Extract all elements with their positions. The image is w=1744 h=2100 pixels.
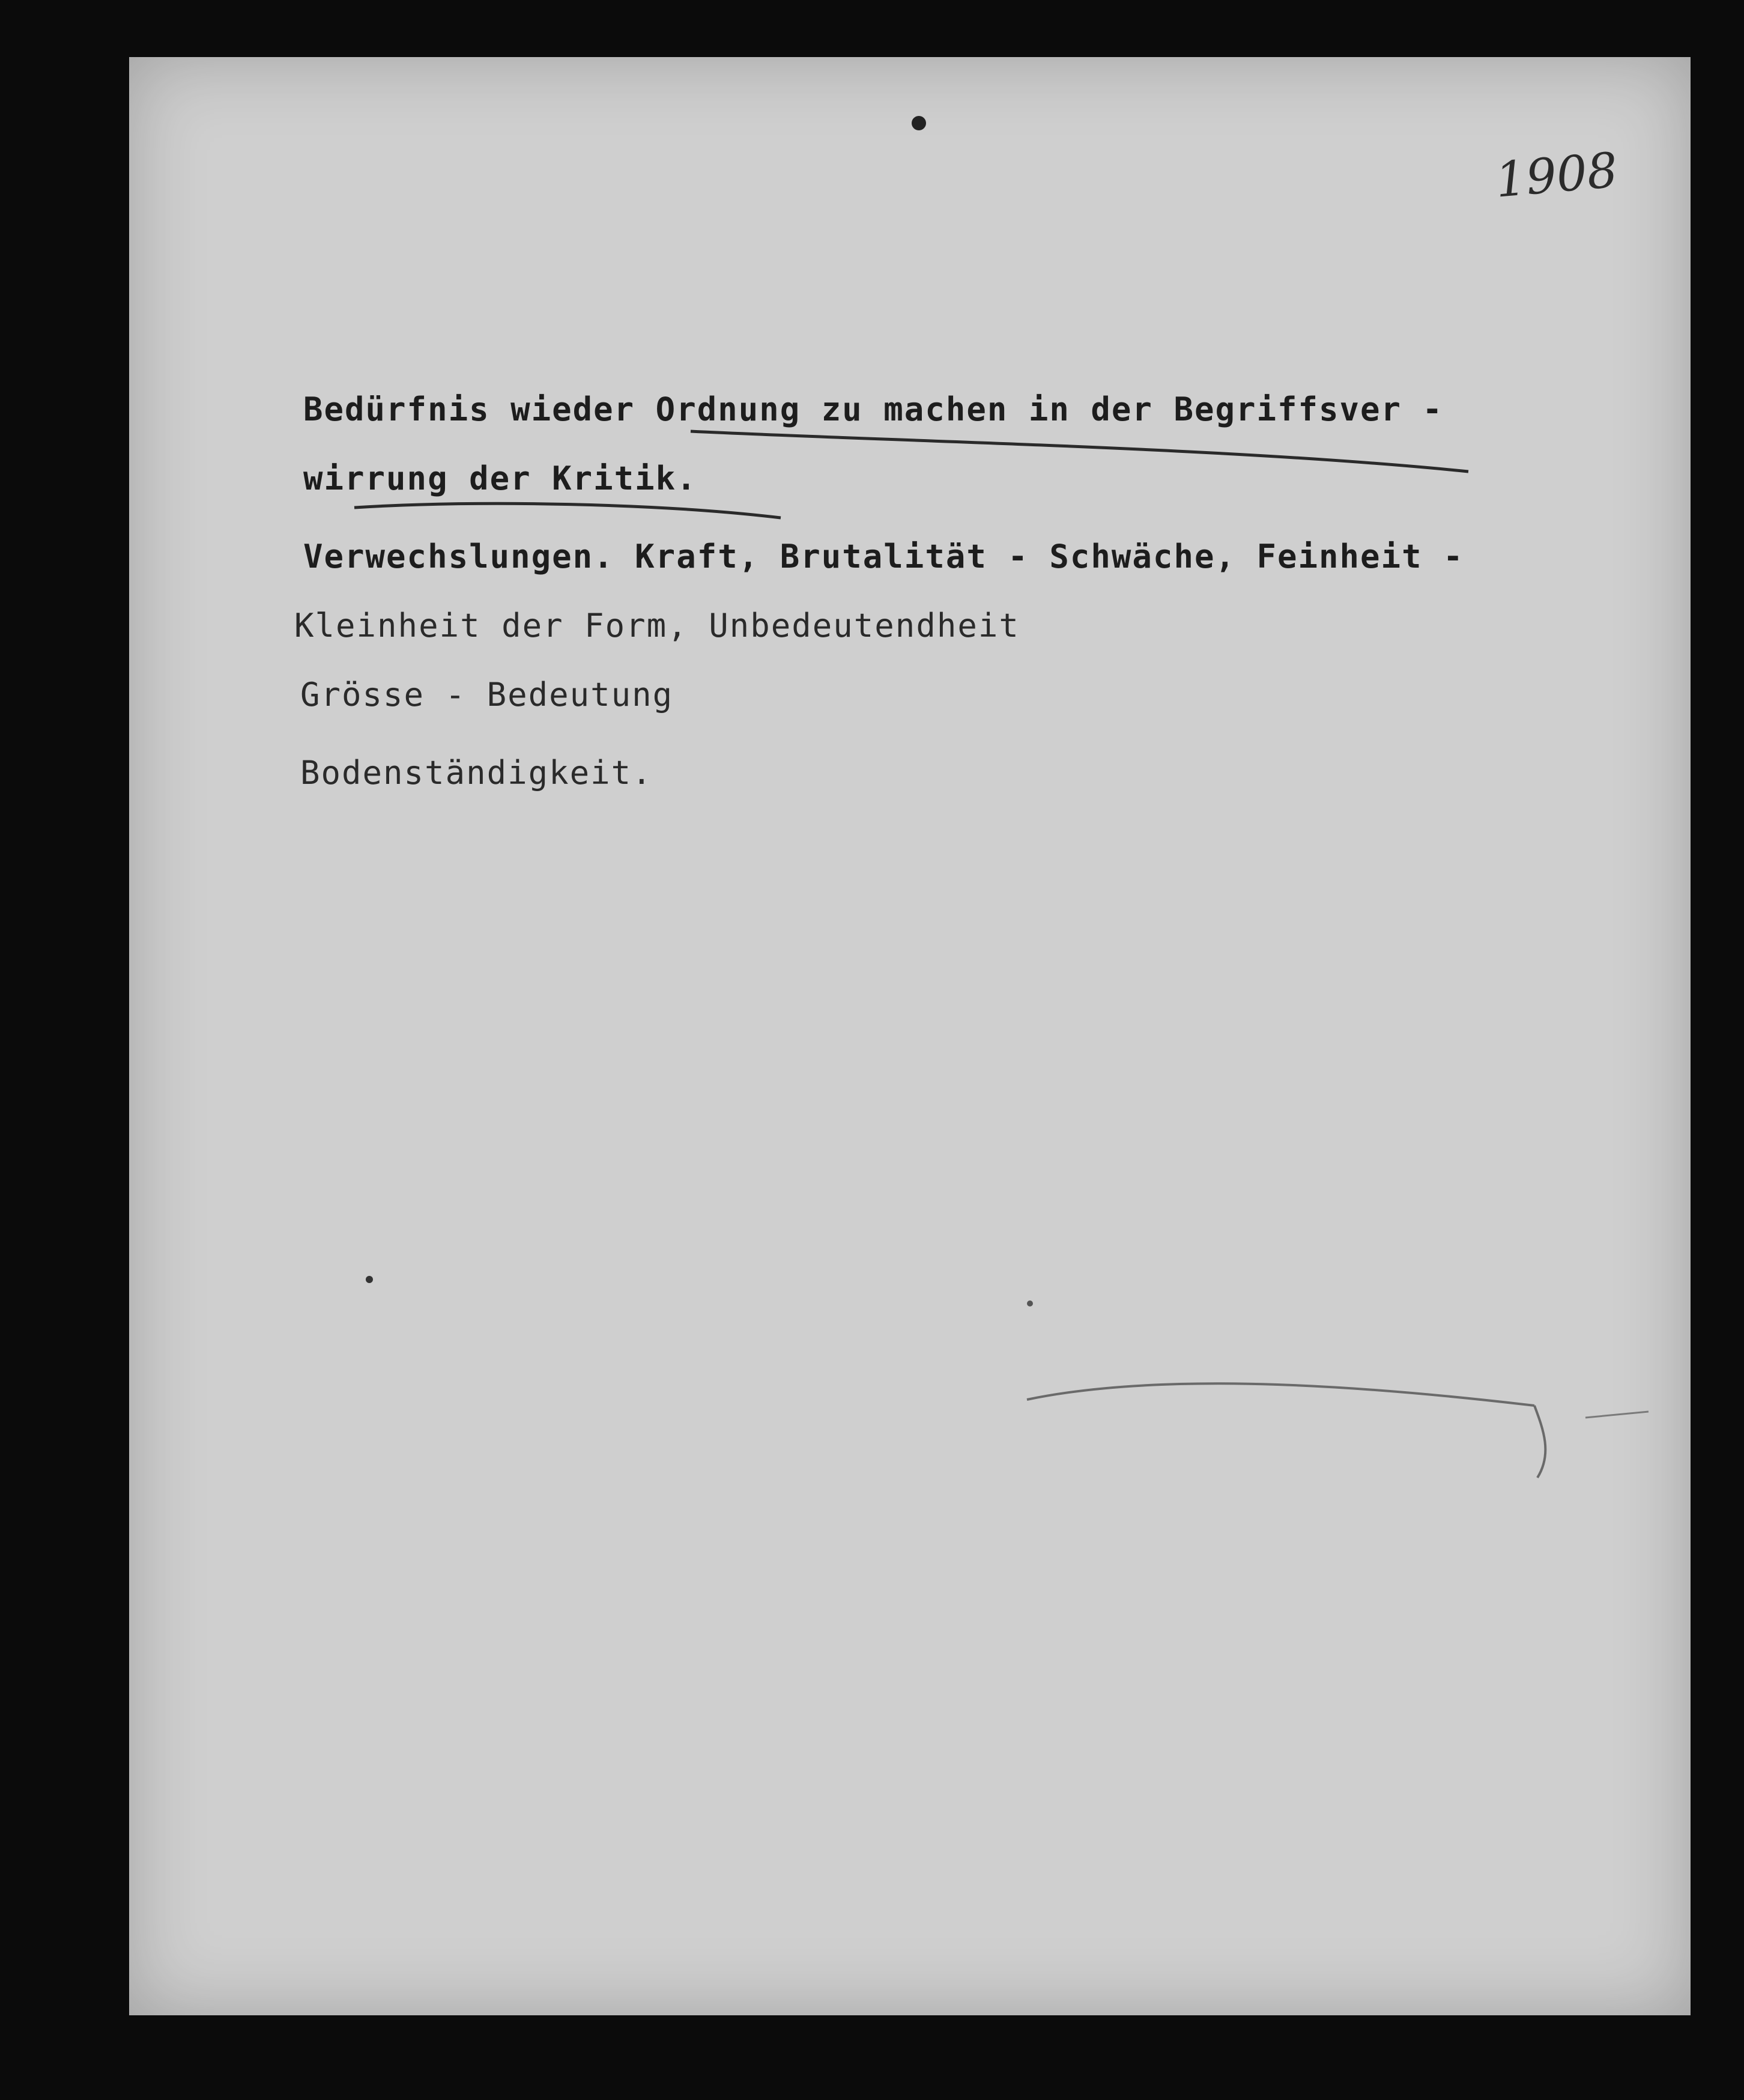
text-line-2: wirrung der Kritik. (303, 460, 697, 497)
text-line-6: Bodenständigkeit. (300, 754, 653, 792)
ink-spot (1027, 1300, 1033, 1306)
text-line-1: Bedürfnis wieder Ordnung zu machen in der Begriffsver - (303, 390, 1444, 428)
underline-wirrung (354, 503, 781, 518)
text-line-5: Grösse - Bedeutung (300, 676, 674, 714)
handwritten-year: 1908 (1493, 142, 1620, 208)
pencil-stroke (1027, 1383, 1545, 1478)
text-line-3: Verwechslungen. Kraft, Brutalität - Schwäche, Feinheit - (303, 538, 1464, 575)
ink-blot (912, 116, 926, 130)
text-line-4: Kleinheit der Form, Unbedeutendheit (294, 607, 1020, 645)
underline-ordnung (691, 431, 1468, 472)
paper-crease (1585, 1412, 1649, 1418)
ink-spot (366, 1276, 373, 1283)
